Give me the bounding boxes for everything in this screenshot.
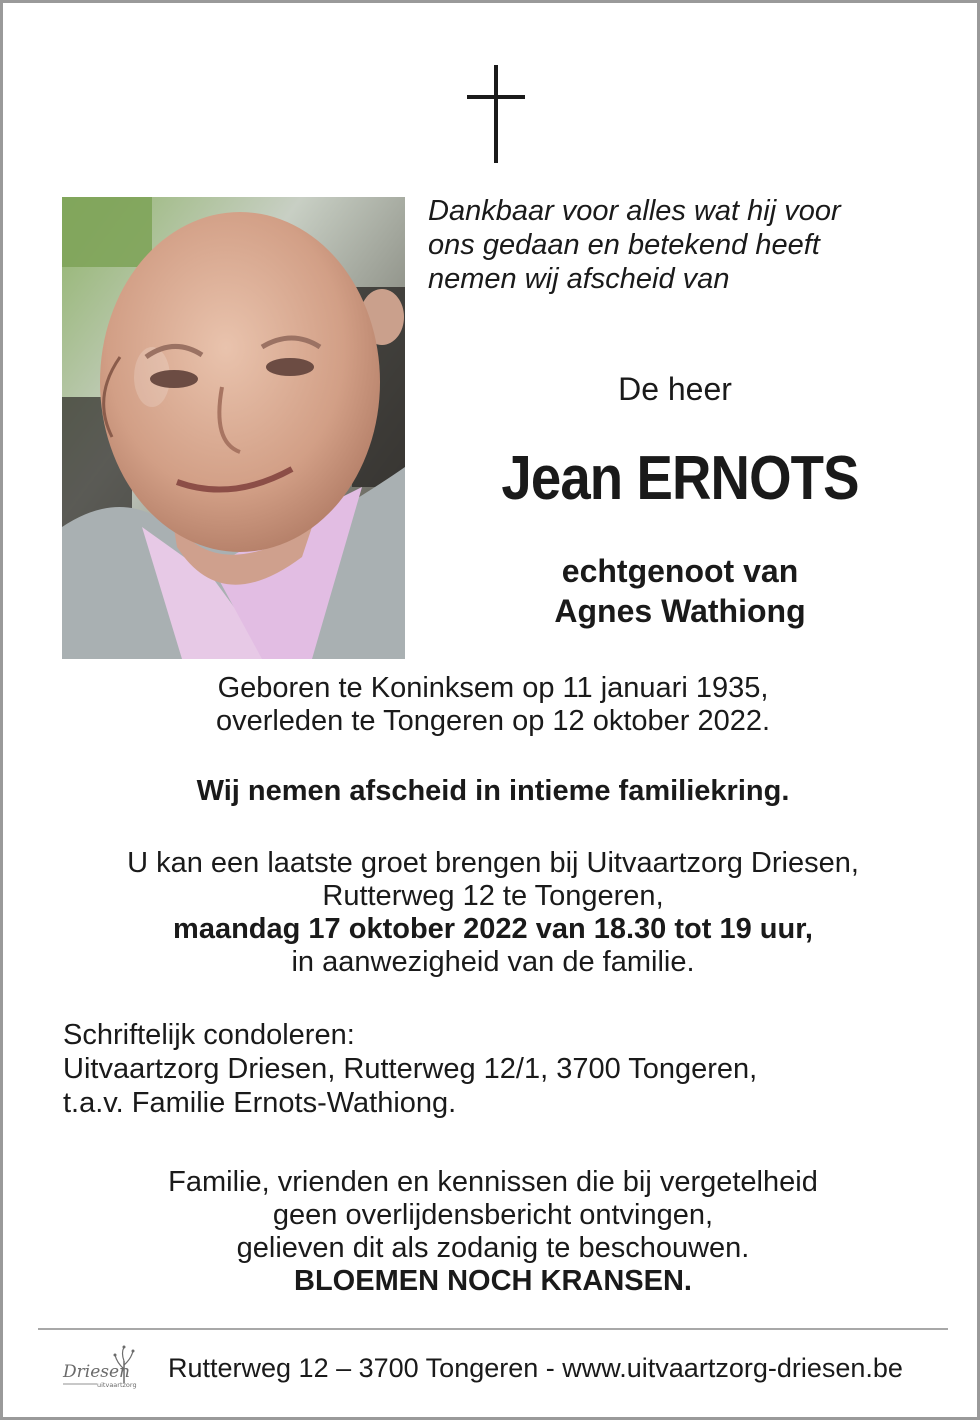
spouse-line: echtgenoot van	[561, 553, 799, 589]
condolence-heading: Schriftelijk condoleren:	[63, 1019, 355, 1051]
condolence-address: Uitvaartzorg Driesen, Rutterweg 12/1, 3700 Tongeren,	[63, 1053, 758, 1085]
intro-text	[428, 194, 948, 296]
intro-line: nemen wij afscheid van	[428, 263, 730, 295]
intro-line: ons gedaan en betekend heeft	[428, 229, 820, 261]
intro-line: Dankbaar voor alles wat hij voor	[428, 195, 841, 227]
condolence-recipient: t.a.v. Familie Ernots-Wathiong.	[63, 1087, 457, 1119]
footer-address: Rutterweg 12 – 3700 Tongeren - www.uitvaartzorg-driesen.be	[168, 1353, 903, 1383]
closing-notice	[43, 1166, 943, 1298]
family-notice: Wij nemen afscheid in intieme familiekring.	[196, 775, 790, 807]
condolence-info	[63, 1018, 943, 1120]
visitation-info	[43, 847, 943, 979]
visitation-line: in aanwezigheid van de familie.	[291, 946, 695, 978]
footer-divider	[38, 1328, 948, 1330]
logo-text: Driesen	[63, 1362, 130, 1382]
birth-death-info	[43, 672, 943, 738]
spouse-info	[413, 551, 947, 631]
visitation-line: Rutterweg 12 te Tongeren,	[322, 880, 664, 912]
portrait-photo	[62, 197, 405, 659]
closing-line: Familie, vrienden en kennissen die bij vergetelheid	[168, 1166, 818, 1198]
no-flowers-notice: BLOEMEN NOCH KRANSEN.	[294, 1265, 692, 1297]
deceased-name: Jean ERNOTS	[501, 444, 859, 513]
closing-line: geen overlijdensbericht ontvingen,	[272, 1199, 714, 1231]
birth-line: Geboren te Koninksem op 11 januari 1935,	[217, 672, 769, 704]
death-line: overleden te Tongeren op 12 oktober 2022.	[215, 705, 771, 737]
spouse-line: Agnes Wathiong	[554, 593, 806, 629]
closing-line: gelieven dit als zodanig te beschouwen.	[236, 1232, 750, 1264]
driesen-uitvaartzorg-logo	[61, 1343, 147, 1393]
logo-subtext: uitvaartzorg	[97, 1381, 137, 1389]
title-prefix: De heer	[618, 371, 732, 407]
visitation-line: U kan een laatste groet brengen bij Uitvaartzorg Driesen,	[127, 847, 859, 879]
latin-cross-icon	[467, 65, 525, 163]
visitation-date: maandag 17 oktober 2022 van 18.30 tot 19 uur,	[173, 913, 813, 945]
